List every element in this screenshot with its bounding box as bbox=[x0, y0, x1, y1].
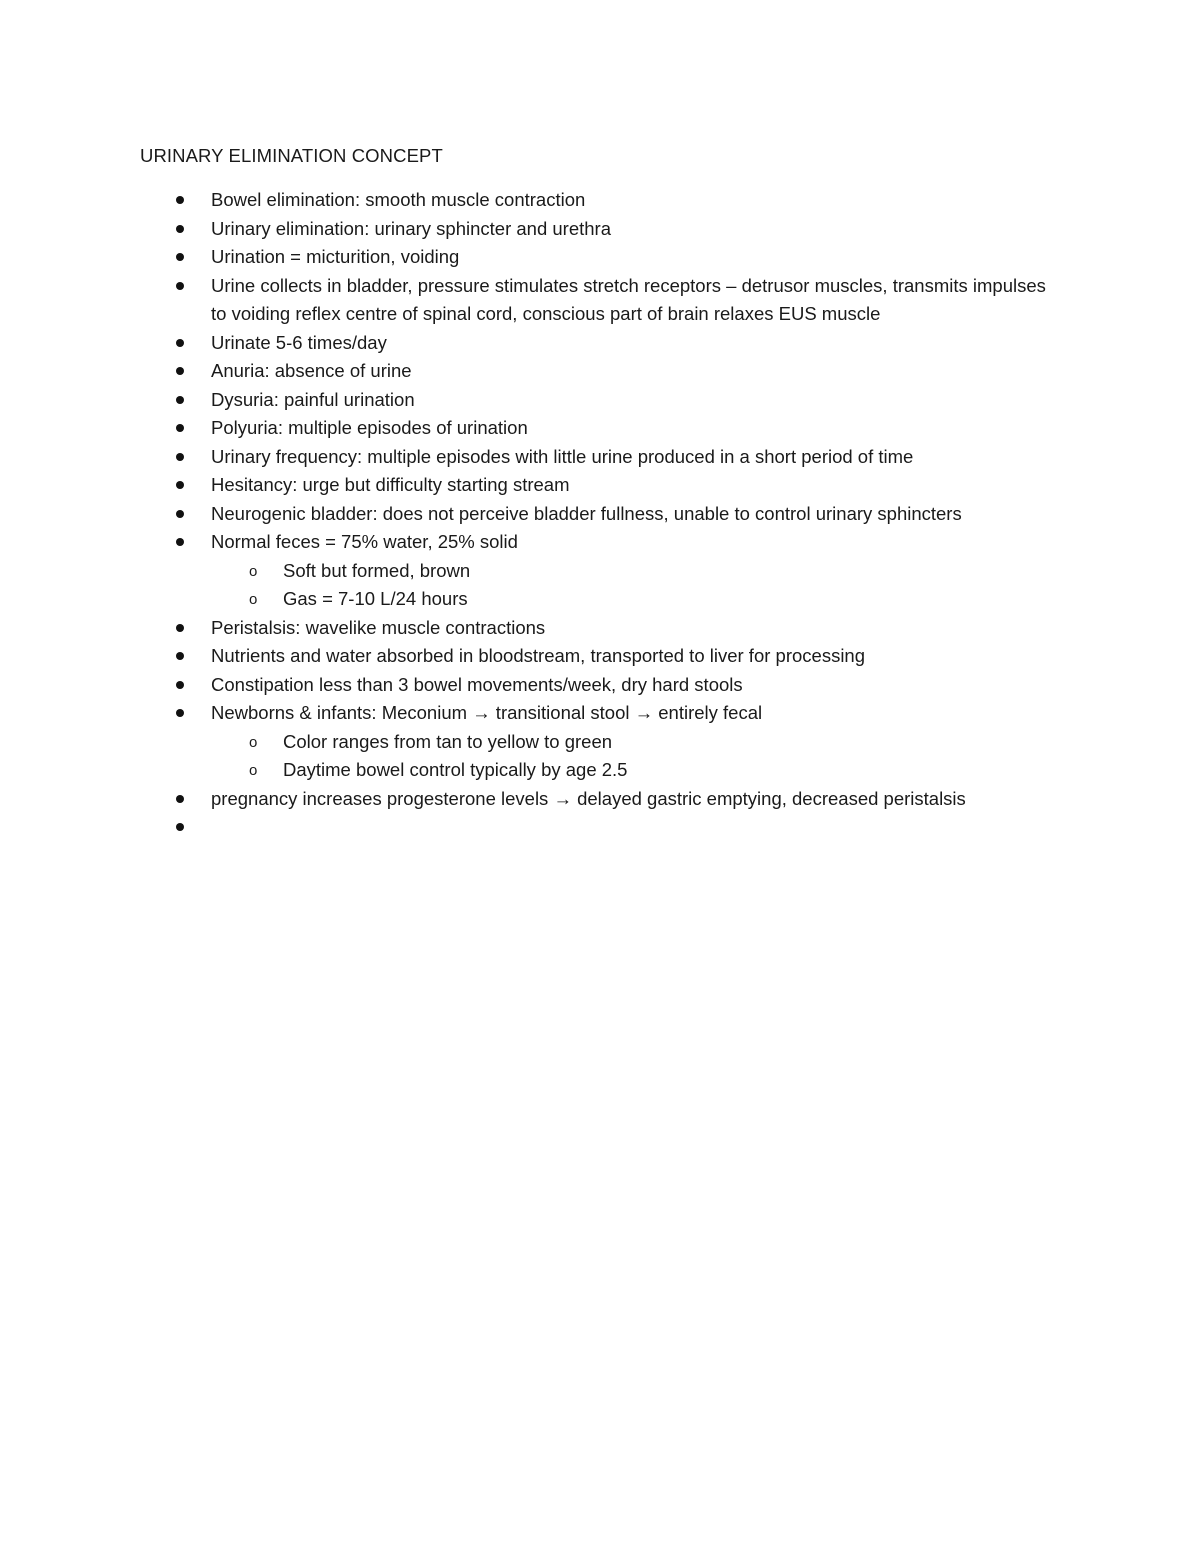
bullet-icon bbox=[176, 624, 184, 632]
bullet-icon bbox=[176, 453, 184, 461]
list-item-text: Urination = micturition, voiding bbox=[211, 246, 460, 267]
list-item bbox=[0, 642, 1051, 671]
list-item bbox=[0, 357, 1051, 386]
document-title: URINARY ELIMINATION CONCEPT bbox=[140, 145, 443, 166]
list-item bbox=[0, 329, 1051, 358]
list-item-text: Polyuria: multiple episodes of urination bbox=[211, 417, 528, 438]
list-item-text: pregnancy increases progesterone levels → delayed gastric emptying, decreased peristalsis bbox=[211, 787, 966, 809]
sub-list-item bbox=[0, 728, 1043, 757]
sub-list-item bbox=[0, 585, 1043, 614]
list-item-text: Nutrients and water absorbed in bloodstream, transported to liver for processing bbox=[211, 645, 866, 666]
list-item-text bbox=[211, 813, 216, 842]
list-item bbox=[0, 471, 1051, 500]
list-item-text: Normal feces = 75% water, 25% solid bbox=[211, 531, 518, 552]
hollow-bullet-icon: o bbox=[249, 562, 258, 580]
list-item bbox=[0, 443, 1051, 472]
list-item-text: Dysuria: painful urination bbox=[211, 388, 415, 410]
bullet-list bbox=[0, 186, 1200, 842]
sub-list-item bbox=[0, 557, 1043, 586]
hollow-bullet-icon: o bbox=[249, 733, 258, 751]
bullet-icon bbox=[176, 367, 184, 375]
bullet-icon bbox=[176, 795, 184, 803]
bullet-icon bbox=[176, 282, 184, 290]
list-item-text: Gas = 7-10 L/24 hours bbox=[283, 588, 468, 609]
hollow-bullet-icon: o bbox=[249, 591, 258, 608]
list-item bbox=[0, 528, 1051, 557]
list-item bbox=[0, 215, 1051, 244]
bullet-icon bbox=[176, 652, 184, 660]
list-item-text: Daytime bowel control typically by age 2.5 bbox=[283, 759, 628, 780]
bullet-icon bbox=[176, 396, 184, 404]
bullet-icon bbox=[176, 225, 184, 233]
bullet-icon bbox=[176, 196, 184, 204]
list-item-text: Anuria: absence of urine bbox=[211, 360, 412, 381]
bullet-icon bbox=[176, 481, 184, 489]
list-item-text: Soft but formed, brown bbox=[283, 559, 471, 581]
list-item bbox=[0, 243, 1051, 272]
list-item-text: Hesitancy: urge but difficulty starting stream bbox=[211, 474, 570, 495]
list-item-text: Constipation less than 3 bowel movements/week, dry hard stools bbox=[211, 673, 743, 695]
bullet-icon bbox=[176, 538, 184, 546]
bullet-icon bbox=[176, 510, 184, 518]
list-item bbox=[0, 671, 1051, 700]
list-item bbox=[0, 500, 1051, 529]
list-item bbox=[0, 699, 1051, 728]
list-item bbox=[0, 614, 1051, 643]
list-item-text: Urine collects in bladder, pressure stimulates stretch receptors – detrusor muscles, transmits impulses to voiding reflex centre of spinal cord, conscious part of brain relaxes EUS muscle bbox=[211, 274, 1052, 324]
bullet-icon bbox=[176, 339, 184, 347]
list-item-text: Bowel elimination: smooth muscle contraction bbox=[211, 189, 586, 210]
list-item-text: Peristalsis: wavelike muscle contractions bbox=[211, 616, 546, 638]
list-item-text: Urinate 5-6 times/day bbox=[211, 331, 387, 353]
bullet-icon bbox=[176, 709, 184, 717]
list-item-text: Urinary frequency: multiple episodes with little urine produced in a short period of time bbox=[211, 445, 914, 467]
list-item bbox=[0, 785, 1051, 814]
hollow-bullet-icon: o bbox=[249, 762, 258, 779]
bullet-icon bbox=[176, 823, 184, 831]
sub-list-item bbox=[0, 756, 1043, 785]
bullet-icon bbox=[176, 424, 184, 432]
list-item-text: Color ranges from tan to yellow to green bbox=[283, 730, 613, 752]
list-item-text: Urinary elimination: urinary sphincter and urethra bbox=[211, 217, 611, 239]
list-item bbox=[0, 272, 1051, 329]
bullet-icon bbox=[176, 253, 184, 261]
list-item bbox=[0, 414, 1051, 443]
list-item bbox=[0, 813, 1051, 842]
list-item bbox=[0, 386, 1051, 415]
bullet-icon bbox=[176, 681, 184, 689]
list-item-text: Neurogenic bladder: does not perceive bladder fullness, unable to control urinary sphincters bbox=[211, 502, 962, 524]
list-item bbox=[0, 186, 1051, 215]
list-item-text: Newborns & infants: Meconium → transitional stool → entirely fecal bbox=[211, 702, 763, 723]
